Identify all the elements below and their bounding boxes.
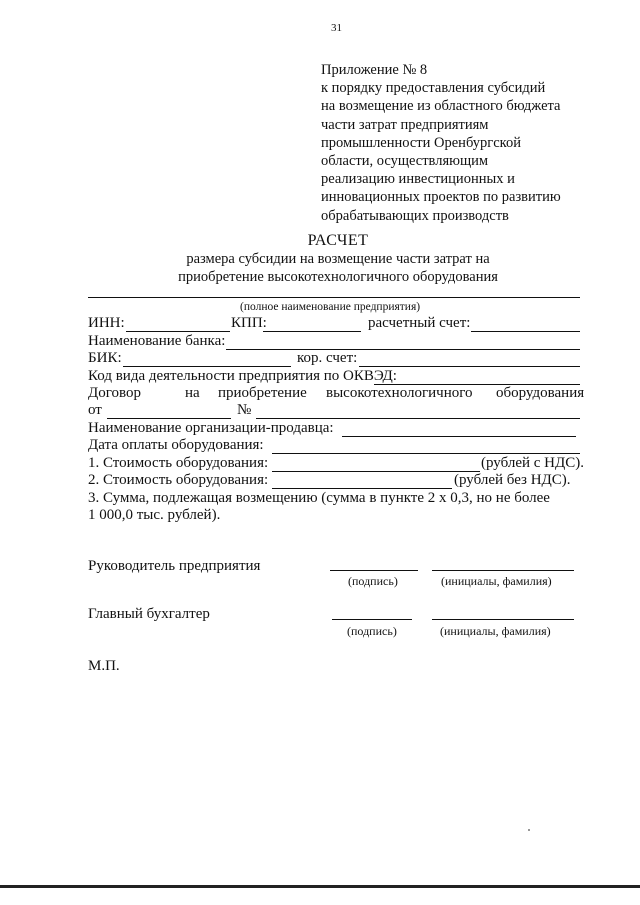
contract-word: высокотехнологичного [326,385,473,401]
contract-number-field[interactable] [256,418,580,419]
contract-from-label: от [88,402,102,418]
inn-label: ИНН: [88,315,125,331]
bank-label: Наименование банка: [88,333,226,349]
okved-label: Код вида деятельности предприятия по ОКВЭД: [88,368,397,384]
accountant-signature-field[interactable] [332,619,412,620]
director-name-field[interactable] [432,570,574,571]
kpp-label: КПП: [231,315,267,331]
item-1-field[interactable] [272,471,480,472]
scan-speck [528,829,530,831]
contract-word: приобретение [218,385,307,401]
bik-field[interactable] [123,366,291,367]
director-signature-field[interactable] [330,570,418,571]
accountant-name-caption: (инициалы, фамилия) [440,624,551,638]
item-2-suffix: (рублей без НДС). [454,472,571,488]
director-label: Руководитель предприятия [88,558,261,574]
bik-label: БИК: [88,350,122,366]
payment-date-label: Дата оплаты оборудования: [88,437,264,453]
company-name-caption: (полное наименование предприятия) [240,301,421,313]
appendix-line: на возмещение из областного бюджета [321,98,561,115]
page-number: 31 [331,22,342,34]
appendix-block [321,61,561,225]
contract-word: на [185,385,200,401]
contract-number-sign: № [237,402,252,418]
appendix-line: реализацию инвестиционных и [321,171,515,188]
accountant-label: Главный бухгалтер [88,606,210,622]
accountant-signature-caption: (подпись) [347,624,397,638]
seller-label: Наименование организации-продавца: [88,420,334,436]
account-field[interactable] [471,331,580,332]
subtitle-line-1: размера субсидии на возмещение части затрат на [186,251,490,267]
director-signature-caption: (подпись) [348,574,398,588]
kpp-field[interactable] [263,331,361,332]
appendix-line: области, осуществляющим [321,153,489,170]
appendix-line: обрабатывающих производств [321,207,509,224]
item-3-line-1: 3. Сумма, подлежащая возмещению (сумма в пункте 2 х 0,3, но не более [88,490,550,506]
document-title: РАСЧЕТ [307,232,369,249]
item-2-label: 2. Стоимость оборудования: [88,472,269,488]
contract-date-field[interactable] [107,418,231,419]
appendix-line: части затрат предприятиям [321,116,489,133]
appendix-line: инновационных проектов по развитию [321,189,561,206]
corr-account-label: кор. счет: [297,350,358,366]
appendix-line: к порядку предоставления субсидий [321,80,546,97]
contract-word: оборудования [496,385,585,401]
item-1-suffix: (рублей с НДС). [481,455,585,471]
payment-date-field[interactable] [272,453,580,454]
bottom-scan-edge [0,885,640,888]
company-name-field[interactable] [88,297,580,298]
subtitle-line-2: приобретение высокотехнологичного оборудования [178,269,498,285]
item-2-field[interactable] [272,488,452,489]
accountant-name-field[interactable] [432,619,574,620]
bank-field[interactable] [226,349,580,350]
corr-account-field[interactable] [359,366,580,367]
account-label: расчетный счет: [368,315,471,331]
director-name-caption: (инициалы, фамилия) [441,574,552,588]
inn-field[interactable] [126,331,230,332]
stamp-place-label: М.П. [88,658,120,674]
item-3-line-2: 1 000,0 тыс. рублей). [88,507,221,523]
appendix-line: Приложение № 8 [321,62,428,78]
item-1-label: 1. Стоимость оборудования: [88,455,269,471]
appendix-line: промышленности Оренбургской [321,134,521,151]
contract-word: Договор [88,385,141,401]
seller-field[interactable] [342,436,576,437]
